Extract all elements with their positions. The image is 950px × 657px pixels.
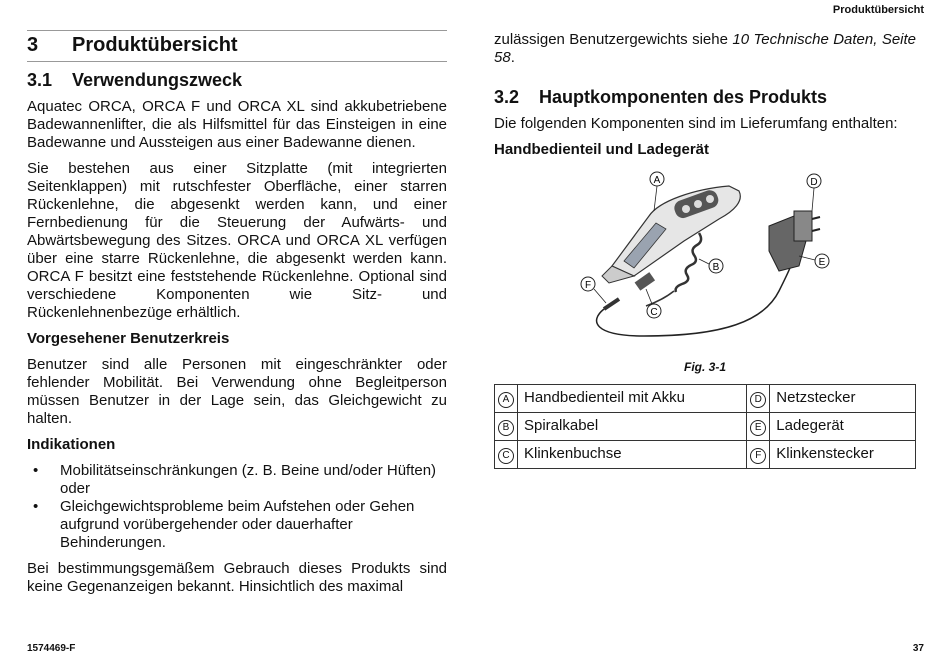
svg-text:E: E xyxy=(818,257,826,268)
list-item xyxy=(27,462,447,498)
callout-d xyxy=(807,174,821,211)
paragraph-description: Sie bestehen aus einer Sitzplatte (mit integrierten Seitenklappen) mit rutschfester Oberfläche, einer starren Rückenlehne, die abgesenkt werden kann, und einer Fernbedienung für die Steuerung der Aufwärts- und Abwärtsbewegung des Sitzes. ORCA und ORCA XL verfügen über eine starre Rückenlehne, die abgesenkt werden kann. ORCA F besitzt eine feststehende Rückenlehne. Optional sind verschiedene Komponenten wie Sitz- und Rückenlehnenbezüge erhältlich. xyxy=(27,160,447,321)
chapter-heading xyxy=(27,30,447,62)
table-cell-label xyxy=(747,385,770,413)
table-cell-label xyxy=(747,413,770,441)
left-column xyxy=(27,30,447,604)
product-illustration xyxy=(494,171,916,356)
figure-hand-control-charger xyxy=(494,171,916,356)
cross-reference-link[interactable]: 10 Technische Daten, Seite 58 xyxy=(494,31,917,66)
callout-letter: E xyxy=(750,420,766,436)
table-cell-label xyxy=(495,441,518,469)
callout-letter: D xyxy=(750,392,766,408)
table-cell-label xyxy=(747,441,770,469)
table-cell-label xyxy=(495,385,518,413)
callout-letter: C xyxy=(498,448,514,464)
running-header: Produktübersicht xyxy=(832,4,924,16)
page-number: 37 xyxy=(912,643,924,654)
subheading-indications: Indikationen xyxy=(27,436,116,453)
table-row xyxy=(495,441,916,469)
hand-control-drawing xyxy=(597,186,794,336)
indications-list xyxy=(27,462,447,552)
continuation-end: . xyxy=(510,49,515,66)
continuation-text: zulässigen Benutzergewichts siehe xyxy=(494,31,733,48)
callout-letter: A xyxy=(498,392,514,408)
svg-text:A: A xyxy=(653,175,661,186)
chapter-number: 3 xyxy=(27,34,39,56)
list-item xyxy=(27,498,447,552)
subheading-users: Vorgesehener Benutzerkreis xyxy=(27,330,230,347)
table-row xyxy=(495,385,916,413)
right-column xyxy=(494,31,916,469)
list-item-text: Gleichgewichtsprobleme beim Aufstehen oder Gehen aufgrund vorübergehender oder dauerhafter Behinderungen. xyxy=(60,498,415,551)
section-title: Hauptkomponenten des Produkts xyxy=(539,87,828,107)
table-cell: Klinkenbuchse xyxy=(518,441,747,469)
callout-e xyxy=(799,254,829,268)
table-cell: Spiralkabel xyxy=(518,413,747,441)
callout-f xyxy=(581,277,606,303)
charger-drawing xyxy=(769,211,820,271)
svg-text:F: F xyxy=(584,280,592,291)
callout-letter: F xyxy=(750,448,766,464)
bullet-icon: • xyxy=(33,462,39,479)
svg-text:C: C xyxy=(650,307,658,318)
table-cell: Netzstecker xyxy=(770,385,916,413)
table-cell-label xyxy=(495,413,518,441)
paragraph-users: Benutzer sind alle Personen mit eingeschränkter oder fehlender Mobilität. Bei Verwendung ohne Begleitperson müssen Benutzer in der Lage sein, das Gleichgewicht zu halten. xyxy=(27,356,447,427)
table-cell: Klinkenstecker xyxy=(770,441,916,469)
paragraph-contraindications: Bei bestimmungsgemäßem Gebrauch dieses Produkts sind keine Gegenanzeigen bekannt. Hinsichtlich des maximal xyxy=(27,560,447,595)
components-table xyxy=(494,384,916,469)
callout-letter: B xyxy=(498,420,514,436)
bullet-icon: • xyxy=(33,498,39,515)
list-item-text: Mobilitätseinschränkungen (z. B. Beine und/oder Hüften) oder xyxy=(60,462,437,497)
table-cell: Ladegerät xyxy=(770,413,916,441)
section-number: 3.1 xyxy=(27,70,53,90)
svg-text:D: D xyxy=(810,177,818,188)
section-title: Verwendungszweck xyxy=(72,70,243,90)
callout-b xyxy=(699,259,723,273)
paragraph-continuation xyxy=(494,31,916,67)
section-heading-3-1 xyxy=(27,70,447,91)
figure-caption: Fig. 3-1 xyxy=(683,360,726,374)
document-id: 1574469-F xyxy=(27,643,76,654)
table-cell: Handbedienteil mit Akku xyxy=(518,385,747,413)
paragraph-intro: Die folgenden Komponenten sind im Lieferumfang enthalten: xyxy=(494,115,898,132)
section-heading-3-2 xyxy=(494,87,916,108)
subheading-hand-control: Handbedienteil und Ladegerät xyxy=(494,141,710,158)
svg-text:B: B xyxy=(712,262,720,273)
chapter-title: Produktübersicht xyxy=(72,34,238,56)
paragraph-purpose: Aquatec ORCA, ORCA F und ORCA XL sind akkubetriebene Badewannenlifter, die als Hilfsmittel für das Einsteigen in eine Badewanne und Aussteigen aus einer Badewanne dienen. xyxy=(27,98,447,151)
table-row xyxy=(495,413,916,441)
section-number: 3.2 xyxy=(494,87,520,107)
